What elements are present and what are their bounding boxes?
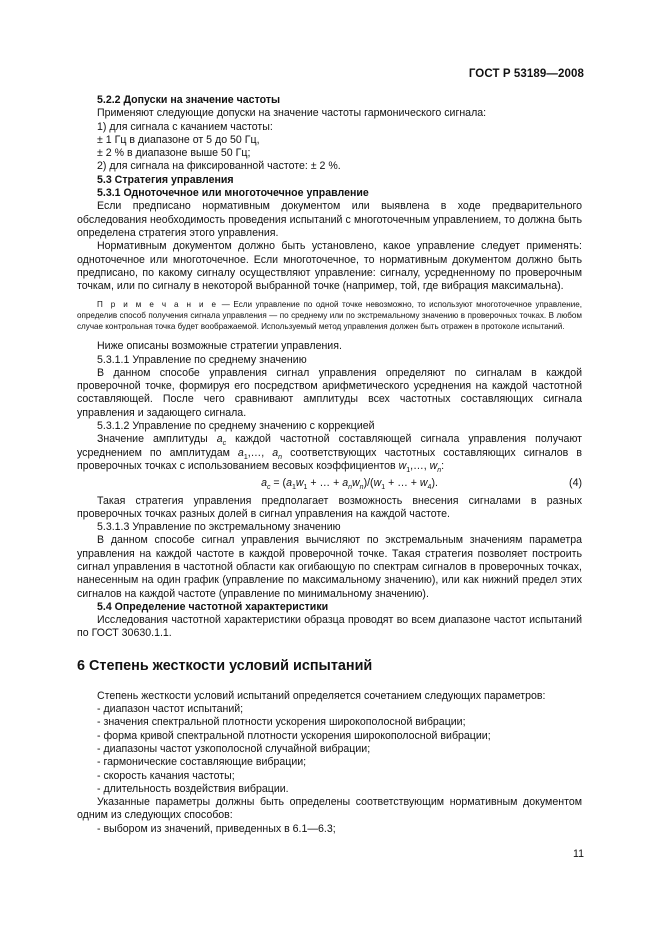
section-5-3-1-para-2: Нормативным документом должно быть установлено, какое управление следует применять: одноточечное или многоточечное. Если многоточечное, то нормативным документом должно быть предписано, по какому сигналу осуществляют управление: сигналу, усредненному по проверочным точкам, или по сигналу в некоторой выбранной точке (например, той, где вибрация максимальна). [77,240,582,293]
parameter-list-item: - гармонические составляющие вибрации; [97,756,307,769]
section-5-3-1-heading: 5.3.1 Одноточечное или многоточечное управление [97,187,369,200]
tolerance-item-1a: ± 1 Гц в диапазоне от 5 до 50 Гц, [97,133,260,146]
section-5-3-1-1-heading: 5.3.1.1 Управление по среднему значению [97,353,307,366]
section-5-4-para: Исследования частотной характеристики образца проводят во всем диапазоне частот испытаний по ГОСТ 30630.1.1. [77,614,582,640]
parameter-list-item: - диапазон частот испытаний; [97,703,244,716]
section-5-3-1-para-1: Если предписано нормативным документом или выявлена в ходе предварительного обследования необходимость проведения испытаний с многоточечным управлением, то должна быть определена стратегия этого управления. [77,200,582,239]
section-5-3-1-1-para: В данном способе управления сигнал управления определяют по сигналам в каждой проверочной точке, формируя его посредством арифметического усреднения на каждой частотной составляющей. После чего сравнивают амплитуды всех частотных составляющих сигнала управления и задающего сигнала. [77,366,582,419]
tolerance-item-1: 1) для сигнала с качанием частоты: [97,120,273,133]
section-5-3-1-3-heading: 5.3.1.3 Управление по экстремальному значению [97,521,341,534]
section-5-3-1-2-para-1: Значение амплитуды $a_c$ каждой частотной составляющей сигнала управления получают усреднением по амплитудам $a_1,\dots$, $a_n$ соответствующих частотных составляющих сигналов в проверочных точках с использованием весовых коэффициентов $w_1,\dots$, $w_n$: [77,433,583,475]
section-6-para-2: Указанные параметры должны быть определены соответствующим нормативным документом одним из следующих способов: [77,796,582,822]
parameter-list-item: - скорость качания частоты; [97,769,235,782]
document-body [77,94,582,836]
tolerance-item-2: 2) для сигнала на фиксированной частоте: ± 2 %. [97,160,341,173]
note-label: П р и м е ч а н и е [97,300,219,310]
section-5-3-heading: 5.3 Стратегия управления [97,173,234,186]
section-5-3-1-3-para: В данном способе сигнал управления вычисляют по экстремальным значениям параметра управления на каждой частоте в каждой проверочной точке. Такая стратегия позволяет построить сигнал управления в частотной области как огибающую по спектрам сигналов в проверочных точках, нанесенным на один график (управление по максимальному значению), или как нижний предел этих сигналов на каждой частоте (управление по минимальному значению). [77,534,582,600]
section-6-para-3: - выбором из значений, приведенных в 6.1—6.3; [97,822,336,835]
parameter-list-item: - длительность воздействия вибрации. [97,782,289,795]
section-5-3-1-2-para-2: Такая стратегия управления предполагает возможность внесения сигналами в разных проверочных точках разных долей в сигнал управления на каждой частоте. [77,494,582,520]
page-number: 11 [573,848,584,860]
parameter-list [77,703,582,796]
formula-4: $a_c = (a_1w_1$ + … + $a_nw_n)/(w_1$ + … + $w_4$). (4) [261,477,582,492]
parameter-list-item: - форма кривой спектральной плотности ускорения широкополосной вибрации; [97,729,491,742]
section-5-2-2-intro: Применяют следующие допуски на значение частоты гармонического сигнала: [97,107,487,120]
note-text: — Если управление по одной точке невозможно, то используют многоточечное управление, определив способ получения сигнала управления — по среднему или по экстремальному значению в проверочных точках. В любом случае контрольная точка будет воображаемой. Используемый метод управления должен быть отражен в протоколе испытаний. [77,300,582,331]
section-5-3-1-para-3: Ниже описаны возможные стратегии управления. [97,340,342,353]
tolerance-item-1b: ± 2 % в диапазоне выше 50 Гц; [97,147,251,160]
parameter-list-item: - значения спектральной плотности ускорения широкополосной вибрации; [97,716,466,729]
parameter-list-item: - диапазоны частот узкополосной случайной вибрации; [97,742,371,755]
formula-number: (4) [569,477,582,490]
document-header: ГОСТ Р 53189—2008 [468,68,584,80]
section-5-2-2-heading: 5.2.2 Допуски на значение частоты [97,94,281,106]
note [77,300,582,332]
section-5-3-1-2-heading: 5.3.1.2 Управление по среднему значению с коррекцией [97,420,375,433]
section-6-heading: 6 Степень жесткости условий испытаний [77,657,373,674]
section-6-intro: Степень жесткости условий испытаний определяется сочетанием следующих параметров: [97,689,546,702]
section-5-4-heading: 5.4 Определение частотной характеристики [97,600,329,613]
